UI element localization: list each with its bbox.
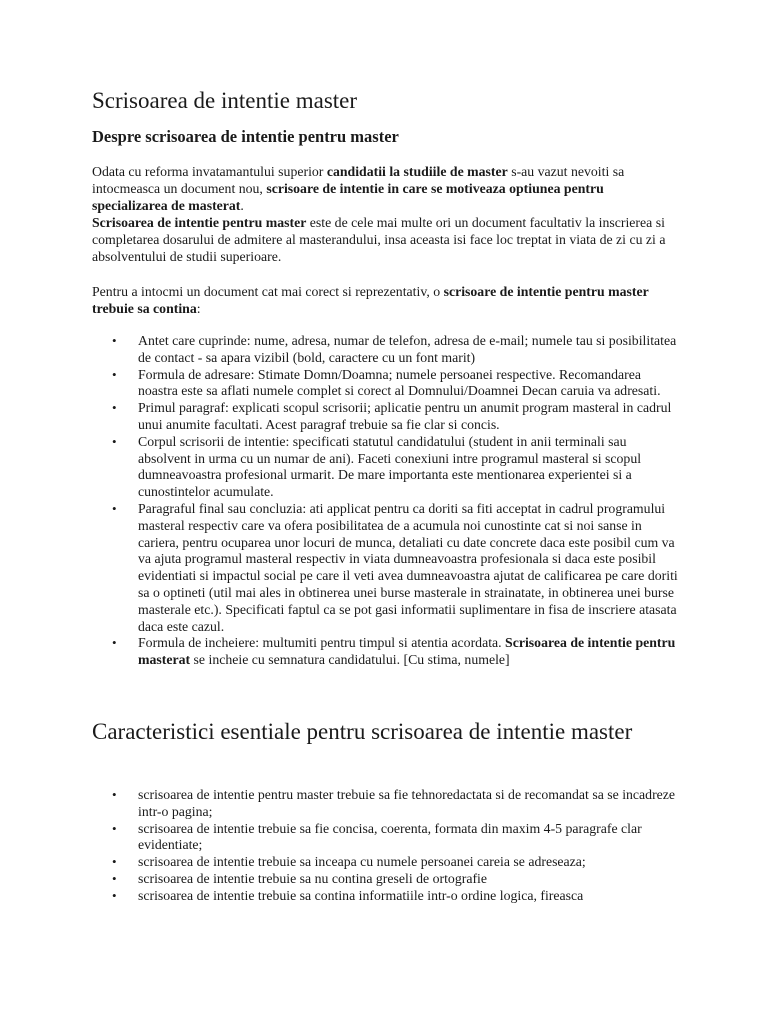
section-heading: Caracteristici esentiale pentru scrisoarea de intentie master — [92, 719, 633, 744]
list-item: • Paragraful final sau concluzia: ati applicat pentru ca doriti sa fiti acceptat in cadrul programului masteral respectiv care va ofera posibilitatea de a acumula noi cunostinte cat si noi sanse in cariera, pentru ocuparea unor locuri de munca, detaliati cu date concrete daca este posibil cum va va ajuta programul masteral respectiv in viata dumneavoastra profesionala si daca este posibil evidentiati si impactul social pe care il veti avea dumneavoastra ajutat de calificarea pe care doriti sa o optineti (util mai ales in obtinerea unei burse masterale in strainatate, in obtinerea unei burse masterale etc.). Specificati faptul ca se pot gasi informatii suplimentare in fisa de inscriere atasata daca este cazul. — [92, 501, 682, 635]
list-intro-text: Pentru a intocmi un document cat mai corect si reprezentativ, o — [92, 284, 444, 299]
intro-bold-text: scrisoare de intentie in care se motiveaza optiunea pentru specializarea de masterat — [92, 181, 604, 213]
intro-text: Odata cu reforma invatamantului superior — [92, 164, 327, 179]
list-item: • Formula de adresare: Stimate Domn/Doamna; numele persoanei respective. Recomandarea noastra este sa aflati numele complet si corect al Domnului/Doamnei Decan caruia va adresati. — [92, 367, 682, 401]
list-item: • Primul paragraf: explicati scopul scrisorii; aplicatie pentru un anumit program masteral in cadrul unui anumite facultati. Acest paragraf trebuie sa fie clar si concis. — [92, 400, 682, 434]
intro-bold-text: candidatii la studiile de master — [326, 164, 508, 179]
list-item: • Corpul scrisorii de intentie: specificati statutul candidatului (student in anii terminali sau absolvent in urma cu un numar de ani). Faceti conexiuni intre programul masteral si scopul dumneavoastra profesional urmarit. De mare importanta este mentionarea experientei si a cunostintelor acumulate. — [92, 434, 682, 501]
intro-bold-text: Scrisoarea de intentie pentru master — [92, 215, 307, 230]
section-subtitle: Despre scrisoarea de intentie pentru master — [92, 127, 399, 146]
list-item: • scrisoarea de intentie pentru master trebuie sa fie tehnoredactata si de recomandat sa se incadreze intr-o pagina; — [92, 787, 682, 821]
intro-text: este de cele mai multe ori un document facultativ la inscrierea si completarea dosarului de admitere al masterandului, insa aceasta isi face loc treptat in viata de zi cu zi a absolventului de studii superioare. — [92, 215, 666, 264]
page-title: Scrisoarea de intentie master — [92, 88, 358, 113]
list-intro-bold-text: scrisoare de intentie pentru master trebuie sa contina — [92, 284, 649, 316]
letter-contents-list — [92, 333, 682, 669]
list-item — [92, 635, 682, 669]
characteristics-list — [92, 787, 682, 905]
intro-text: . — [240, 198, 244, 213]
list-intro-paragraph — [92, 283, 682, 317]
list-item: • scrisoarea de intentie trebuie sa inceapa cu numele persoanei careia se adreseaza; — [92, 854, 682, 871]
list-item: • scrisoarea de intentie trebuie sa nu contina greseli de ortografie — [92, 871, 682, 888]
list-item-bold-text: Scrisoarea de intentie pentru masterat — [138, 635, 676, 668]
list-item: • scrisoarea de intentie trebuie sa contina informatiile intr-o ordine logica, fireasca — [92, 888, 682, 905]
list-intro-text: : — [196, 301, 201, 316]
intro-paragraph — [92, 163, 682, 265]
list-item: • Antet care cuprinde: nume, adresa, numar de telefon, adresa de e-mail; numele tau si posibilitatea de contact - sa apara vizibil (bold, caractere cu un font marit) — [92, 333, 682, 367]
intro-text: s-au vazut nevoiti sa intocmeasca un document nou, — [92, 164, 625, 196]
list-item: • scrisoarea de intentie trebuie sa fie concisa, coerenta, formata din maxim 4-5 paragrafe clar evidentiate; — [92, 821, 682, 855]
list-item-text: Formula de incheiere: multumiti pentru timpul si atentia acordata. — [138, 635, 506, 651]
list-item-text: se incheie cu semnatura candidatului. [Cu stima, numele] — [190, 652, 510, 668]
